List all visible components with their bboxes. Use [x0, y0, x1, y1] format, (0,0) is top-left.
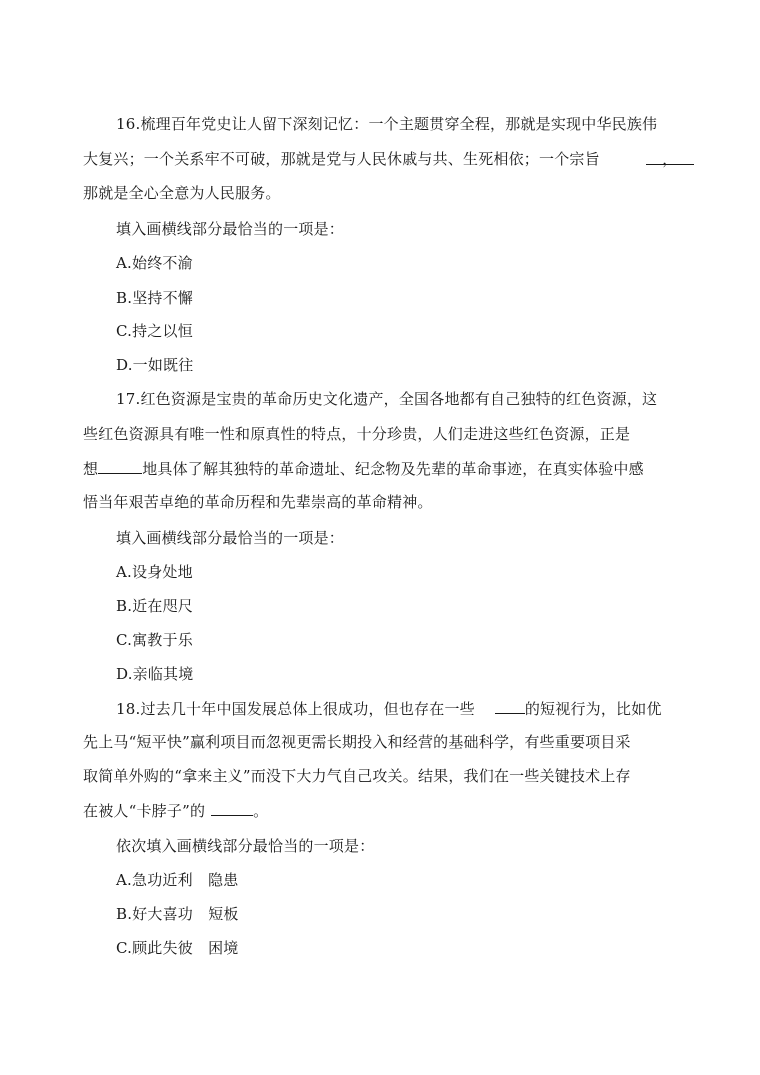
q16-line-2-text: 大复兴；一个关系牢不可破，那就是党与人民休戚与共、生死相依；一个宗旨 — [83, 150, 600, 168]
q18-line-2: 先上马“短平快”赢利项目而忽视更需长期投入和经营的基础科学，有些重要项目采 — [83, 733, 631, 751]
q18-line-4-start: 在被人“卡脖子”的 — [83, 802, 206, 820]
q18-line-3: 取简单外购的“拿来主义”而没下大力气自己攻关。结果，我们在一些关键技术上存 — [83, 767, 631, 785]
q17-option-d: D.亲临其境 — [116, 665, 194, 683]
q17-option-a: A.设身处地 — [116, 563, 193, 581]
q16-line-3: 那就是全心全意为人民服务。 — [83, 184, 281, 202]
q16-blank: ， — [646, 149, 694, 165]
q16-line-1: 16.梳理百年党史让人留下深刻记忆：一个主题贯穿全程，那就是实现中华民族伟 — [116, 115, 658, 133]
q17-line-3 — [83, 458, 644, 479]
q18-blank-2 — [211, 800, 253, 816]
q18-line-1-rest: 的短视行为，比如优 — [524, 700, 662, 718]
q18-option-b: B.好大喜功 短板 — [116, 905, 239, 923]
q18-blank-1 — [495, 698, 525, 714]
q18-line-1-start: 18.过去几十年中国发展总体上很成功，但也存在一些 — [116, 700, 475, 718]
q17-option-c: C.寓教于乐 — [116, 631, 193, 649]
q16-option-d: D.一如既往 — [116, 356, 194, 374]
q17-line-1: 17.红色资源是宝贵的革命历史文化遗产，全国各地都有自己独特的红色资源，这 — [116, 390, 658, 408]
q18-prompt: 依次填入画横线部分最恰当的一项是： — [116, 837, 375, 855]
q16-option-c: C.持之以恒 — [116, 322, 193, 340]
q16-line-2 — [83, 149, 694, 169]
q17-line-3-start: 想 — [83, 460, 99, 478]
q18-line-4-end: 。 — [253, 802, 269, 820]
q17-line-4: 悟当年艰苦卓绝的革命历程和先辈崇高的革命精神。 — [83, 493, 433, 511]
q17-line-3-rest: 地具体了解其独特的革命遗址、纪念物及先辈的革命事迹，在真实体验中感 — [142, 460, 644, 478]
q16-prompt: 填入画横线部分最恰当的一项是： — [116, 220, 345, 238]
q16-option-b: B.坚持不懈 — [116, 289, 193, 307]
q18-line-1 — [116, 698, 662, 719]
q16-option-a: A.始终不渝 — [116, 254, 193, 272]
q18-option-a: A.急功近利 隐患 — [116, 871, 239, 889]
q17-blank — [98, 458, 142, 474]
q17-option-b: B.近在咫尺 — [116, 597, 193, 615]
q18-line-4 — [83, 800, 268, 821]
q18-option-c: C.顾此失彼 困境 — [116, 939, 239, 957]
q17-prompt: 填入画横线部分最恰当的一项是： — [116, 529, 345, 547]
q17-line-2: 些红色资源具有唯一性和原真性的特点，十分珍贵，人们走进这些红色资源，正是 — [83, 425, 631, 443]
